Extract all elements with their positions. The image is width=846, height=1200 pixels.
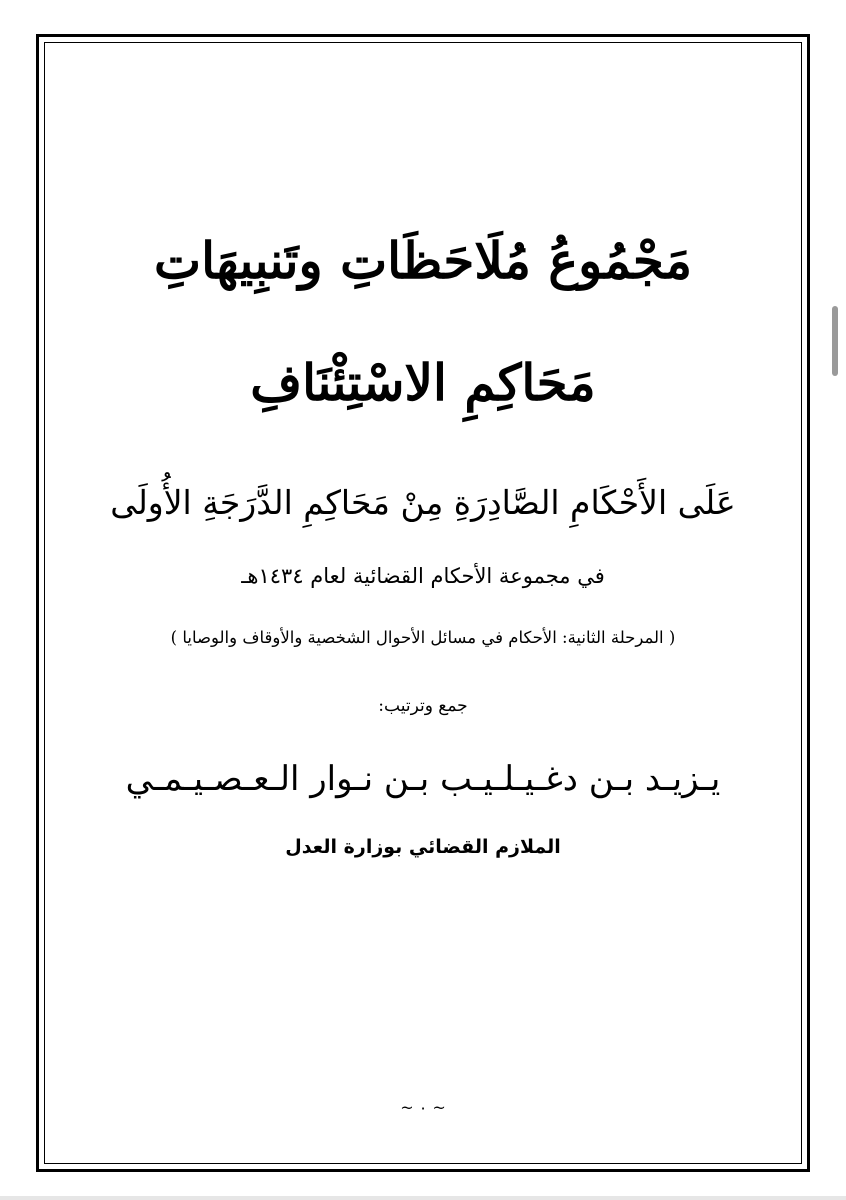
scrollbar-thumb[interactable]: [832, 306, 838, 376]
title-page-content: [60, 0, 786, 1200]
page-number: ~ ٠ ~: [400, 1098, 446, 1117]
book-title-line-1: مَجْمُوعُ مُلَاحَظَاتِ وتَنبِيهَاتِ: [154, 231, 692, 290]
bottom-edge-strip: [0, 1196, 846, 1200]
stage-description: ( المرحلة الثانية: الأحكام في مسائل الأحوال الشخصية والأوقاف والوصايا ): [170, 628, 676, 647]
book-title-line-2: مَحَاكِمِ الاسْتِئْنَافِ: [250, 353, 596, 412]
collection-description: في مجموعة الأحكام القضائية لعام ١٤٣٤هـ: [241, 564, 605, 588]
author-role: الملازم القضائي بوزارة العدل: [285, 836, 561, 858]
compiled-by-label: جمع وترتيب:: [378, 696, 468, 716]
author-name: يـزيـد بـن دغـيـلـيـب بـن نـوار الـعـصـيـمـي: [125, 759, 721, 799]
book-subtitle: عَلَى الأَحْكَامِ الصَّادِرَةِ مِنْ مَحَاكِمِ الدَّرَجَةِ الأُولَى: [110, 483, 736, 522]
